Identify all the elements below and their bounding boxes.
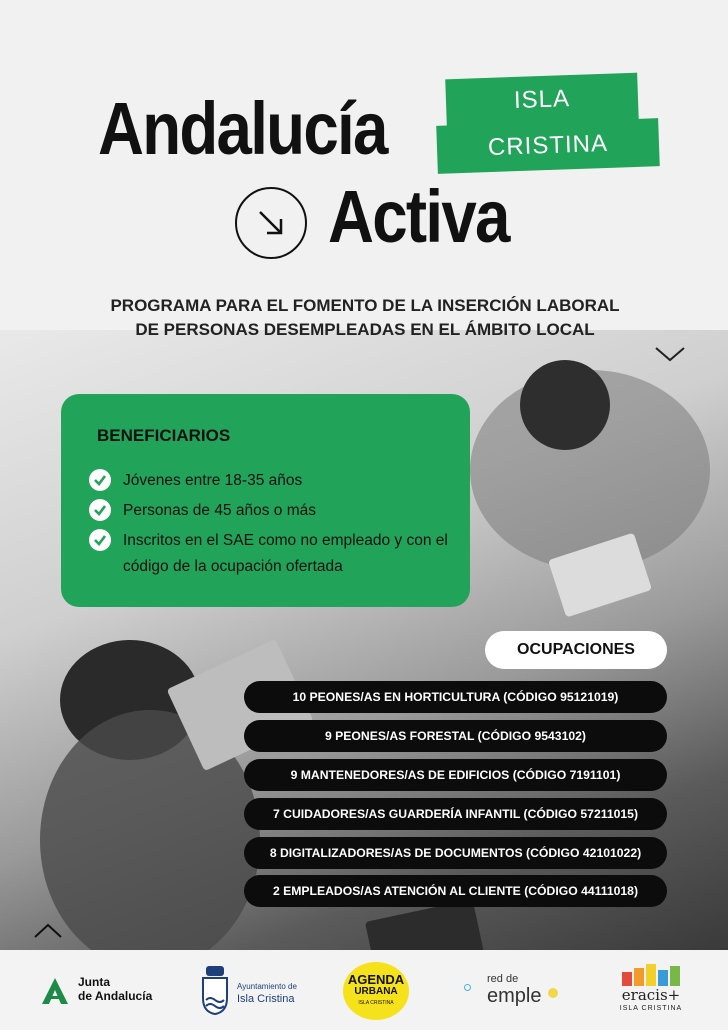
red-line-1: red de bbox=[487, 973, 519, 985]
beneficiarios-card bbox=[61, 394, 470, 607]
eracis-buildings-icon bbox=[620, 964, 682, 986]
ocupacion-pill: 10 PEONES/AS EN HORTICULTURA (CÓDIGO 95121019) bbox=[244, 681, 667, 713]
beneficiario-item bbox=[89, 528, 453, 580]
footer-logos bbox=[0, 950, 728, 1030]
agenda-line-1: AGENDA bbox=[347, 972, 405, 987]
beneficiario-item bbox=[89, 468, 453, 494]
check-icon bbox=[89, 469, 111, 491]
ayuntamiento-logo-text bbox=[237, 981, 297, 1005]
tag-cristina: CRISTINA bbox=[436, 118, 660, 174]
check-icon bbox=[89, 529, 111, 551]
agenda-line-2: URBANA bbox=[354, 986, 398, 997]
red-empleo-logo-text bbox=[487, 972, 541, 1006]
eracis-line-1: eracis+ bbox=[621, 986, 681, 1004]
junta-line-1: Junta bbox=[78, 975, 111, 989]
beneficiario-text: Personas de 45 años o más bbox=[123, 502, 317, 519]
ocupacion-pill: 9 PEONES/AS FORESTAL (CÓDIGO 9543102) bbox=[244, 720, 667, 752]
junta-logo-text bbox=[78, 975, 152, 1003]
junta-logo-icon bbox=[40, 976, 70, 1006]
beneficiario-text: Inscritos en el SAE como no empleado y con el código de la ocupación ofertada bbox=[123, 532, 448, 575]
red-line-2: emple bbox=[487, 985, 542, 1007]
beneficiario-text: Jóvenes entre 18-35 años bbox=[123, 472, 303, 489]
ocupacion-pill: 8 DIGITALIZADORES/AS DE DOCUMENTOS (CÓDIGO 42101022) bbox=[244, 837, 667, 869]
ocupacion-pill: 7 CUIDADORES/AS GUARDERÍA INFANTIL (CÓDIGO 57211015) bbox=[244, 798, 667, 830]
agenda-line-3: ISLA CRISTINA bbox=[358, 1000, 394, 1006]
ayto-line-1: Ayuntamiento de bbox=[237, 982, 297, 991]
ayuntamiento-shield-icon bbox=[200, 964, 230, 1016]
beneficiarios-title: BENEFICIARIOS bbox=[97, 426, 231, 445]
subtitle-line-2: DE PERSONAS DESEMPLEADAS EN EL ÁMBITO LOCAL bbox=[135, 320, 595, 339]
tag-isla: ISLA bbox=[445, 73, 639, 128]
chevron-down-icon bbox=[654, 345, 686, 363]
agenda-urbana-logo bbox=[343, 962, 409, 1020]
ocupacion-pill: 2 EMPLEADOS/AS ATENCIÓN AL CLIENTE (CÓDIGO 44111018) bbox=[244, 875, 667, 907]
eracis-line-2: ISLA CRISTINA bbox=[619, 1005, 683, 1012]
title-andalucia: Andalucía bbox=[98, 87, 387, 170]
check-icon bbox=[89, 499, 111, 521]
junta-line-2: de Andalucía bbox=[78, 989, 153, 1003]
subtitle-line-1: PROGRAMA PARA EL FOMENTO DE LA INSERCIÓN LABORAL bbox=[110, 296, 620, 315]
red-empleo-dot-icon bbox=[464, 984, 471, 991]
ocupacion-pill: 9 MANTENEDORES/AS DE EDIFICIOS (CÓDIGO 7191101) bbox=[244, 759, 667, 791]
beneficiario-item bbox=[89, 498, 453, 524]
red-empleo-accent-icon bbox=[548, 988, 558, 998]
chevron-up-icon bbox=[33, 922, 63, 939]
ocupaciones-title: OCUPACIONES bbox=[485, 631, 667, 669]
eracis-logo-text bbox=[612, 988, 690, 1016]
ayto-line-2: Isla Cristina bbox=[237, 993, 295, 1005]
title-activa: Activa bbox=[328, 175, 509, 258]
program-subtitle bbox=[60, 294, 670, 342]
arrow-down-right-icon bbox=[235, 187, 307, 259]
